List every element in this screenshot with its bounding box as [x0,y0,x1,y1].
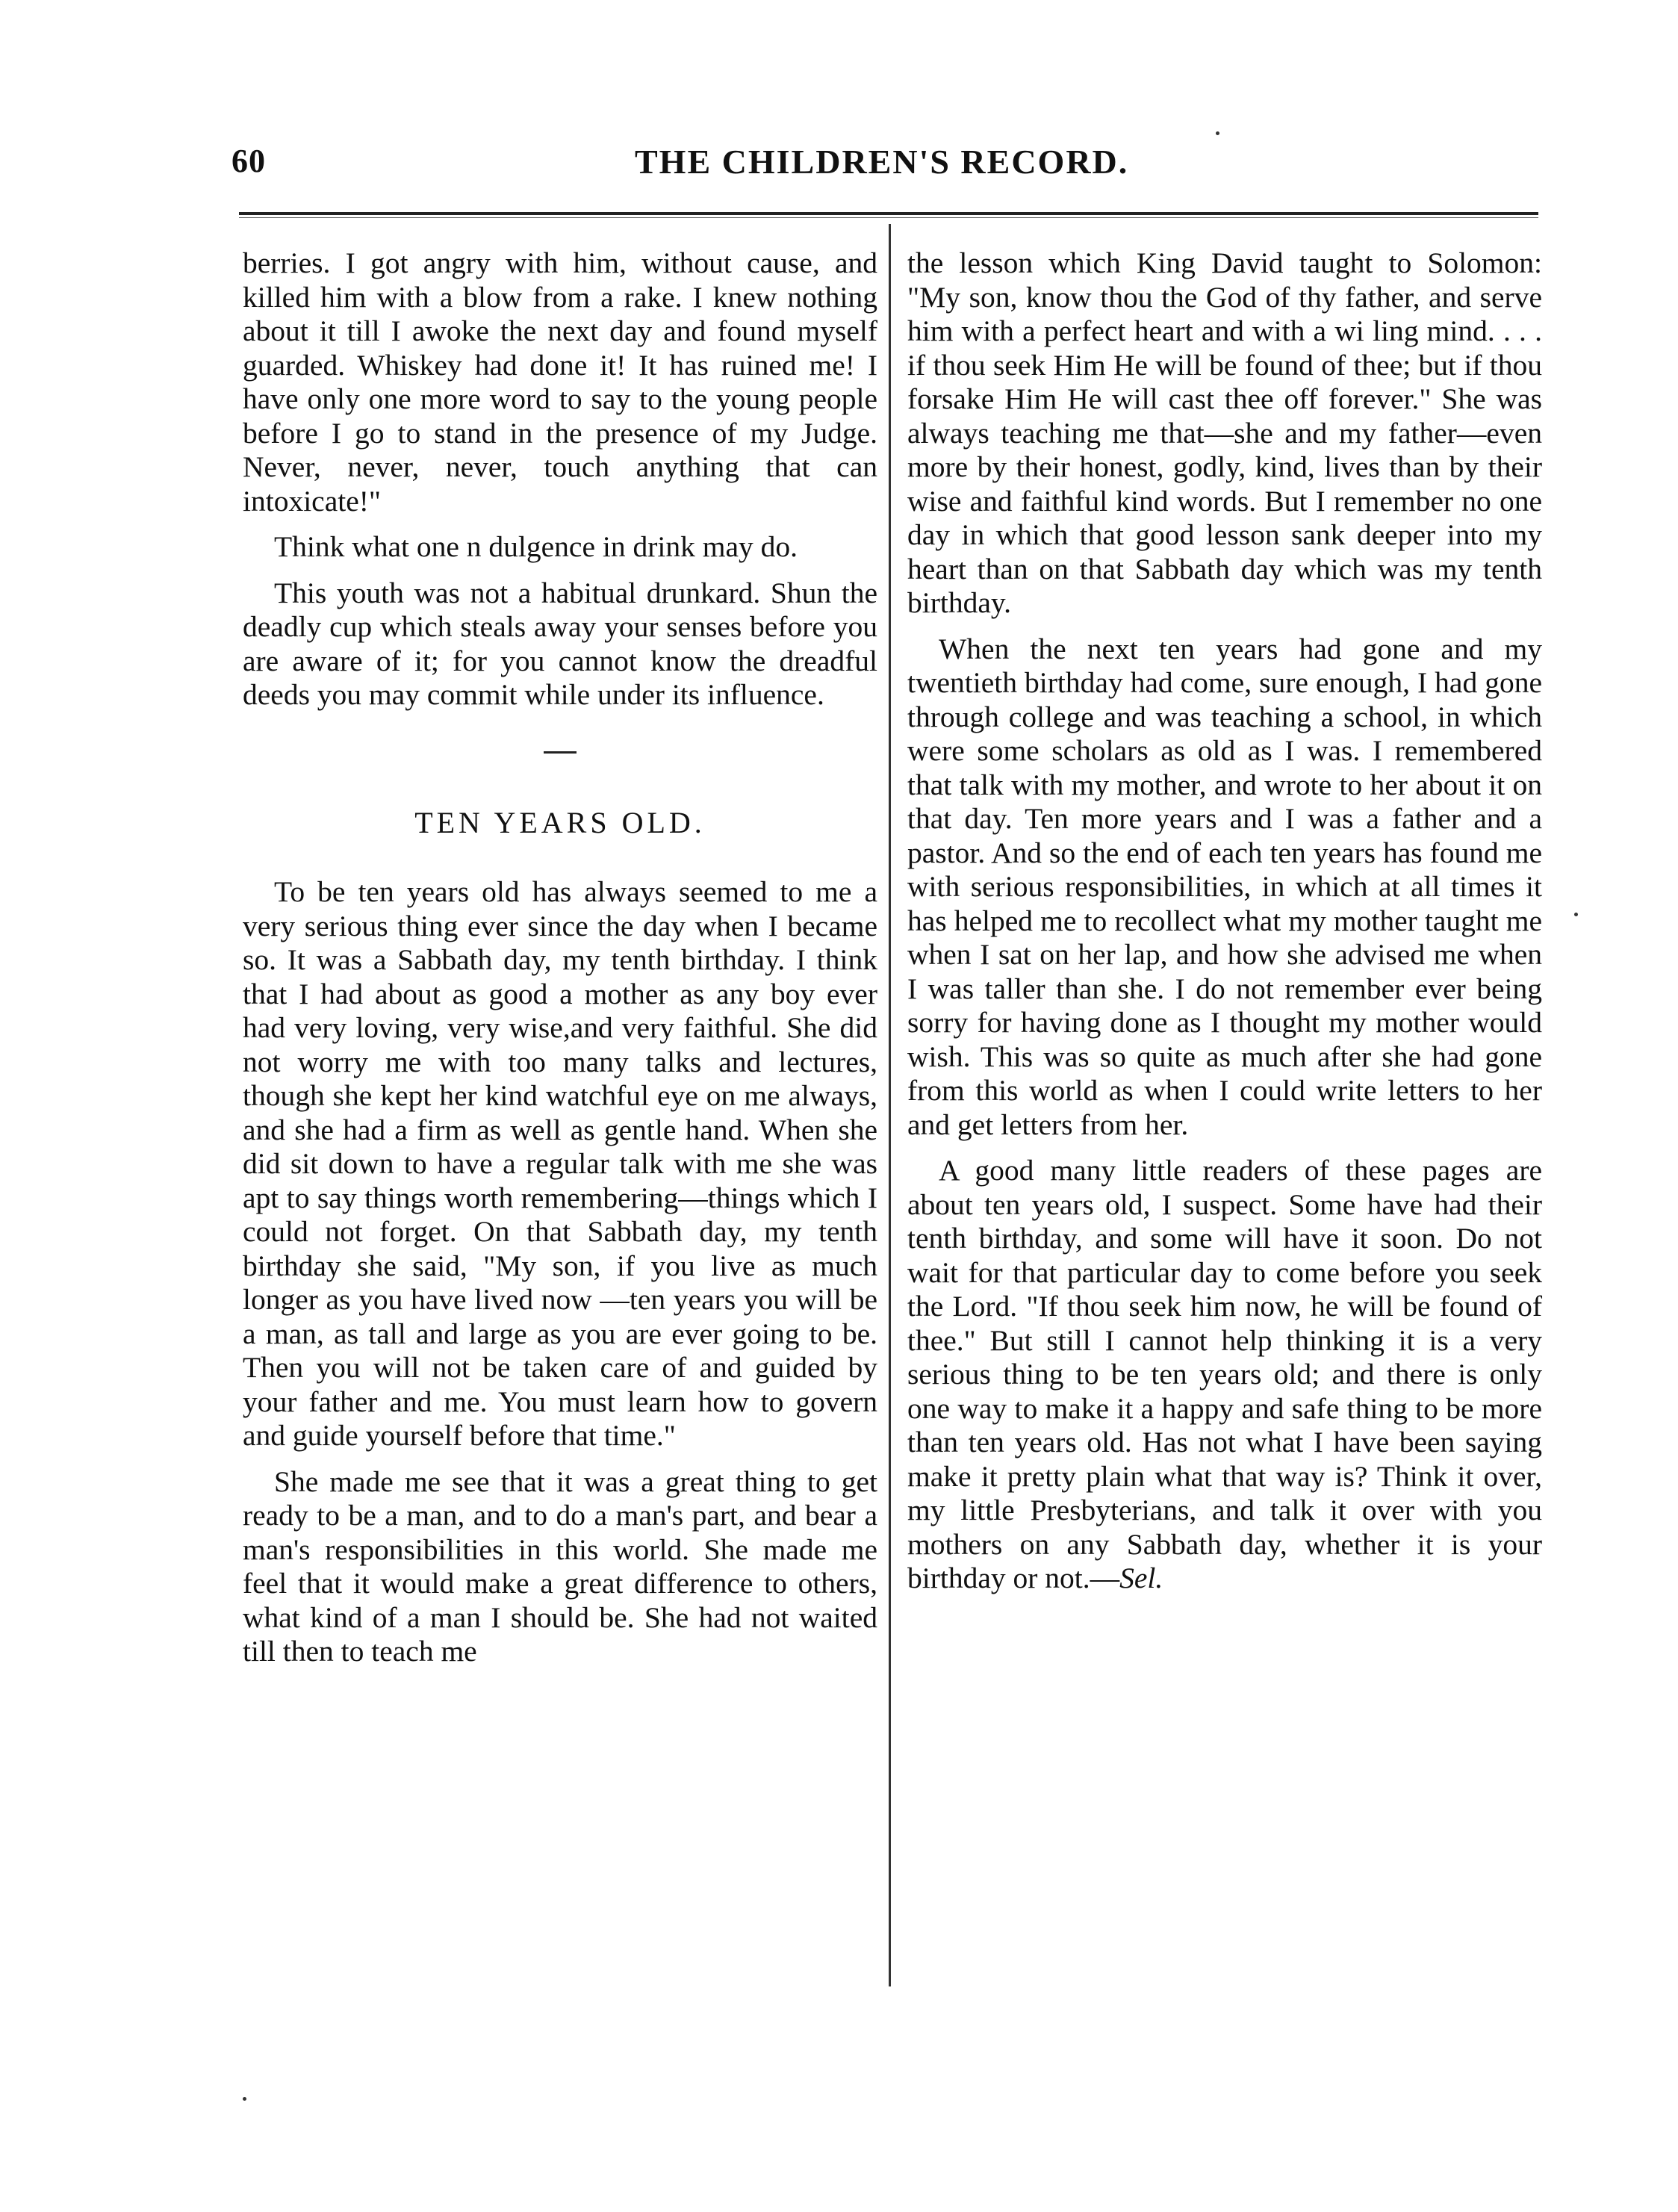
paragraph-ready-to-be-a-man: She made me see that it was a great thing to get ready to be a man, and to do a man's part, and bear a man's responsibilities in this world. She made me feel that it would make a great difference to others, what kind of a man I should be. She had not waited till then to teach me [243,1464,877,1668]
header-rule [239,212,1538,218]
print-speck [243,2097,246,2101]
paragraph-little-readers [907,1154,1542,1596]
paragraph-twentieth-birthday: When the next ten years had gone and my twentieth birthday had come, sure enough, I had gone through college and was teaching a school, in which were some scholars as old as I was. I remembered that talk with my mother, and wrote to her about it on that day. Ten more years and I was a father and a pastor. And so the end of each ten years has found me with serious responsibilities, in which at all times it has helped me to recollect what my mother taught me when I sat on her lap, and how she advised me when I was taller than she. I do not remember ever being sorry for having done as I thought my mother would wish. This was so quite as much after she had gone from this world as when I could write letters to her and get letters from her. [907,632,1542,1141]
paragraph-habitual-drunkard: This youth was not a habitual drunkard. Shun the deadly cup which steals away your senses before you are aware of it; for you cannot know the dreadful deeds you may commit while under its influence. [243,576,877,711]
article-title: TEN YEARS OLD. [414,805,706,839]
section-break-rule [544,751,577,754]
paragraph-king-david-lesson: the lesson which King David taught to Solomon: "My son, know thou the God of thy father, and serve him with a perfect heart and with a wi ling mind. . . . if thou seek Him He will be found of thee; but if thou forsake Him He will cast thee off forever." She was always teaching me that—she and my father—even more by their honest, godly, kind, lives than by their wise and faithful kind words. But I remember no one day in which that good lesson sank deeper into my heart than on that Sabbath day which was my tenth birthday. [907,246,1542,619]
print-speck [1574,913,1578,916]
paragraph-whiskey-confession: berries. I got angry with him, without cause, and killed him with a blow from a rake. I knew nothing about it till I awoke the next day and found myself guarded. Whiskey had done it! It has ruined me! I have only one more word to say to the young people before I go to stand in the presence of my Judge. Never, never, never, touch anything that can intoxicate!" [243,246,877,518]
running-head [231,142,1546,194]
paragraph-tenth-birthday: To be ten years old has always seemed to me a very serious thing ever since the day when I became so. It was a Sabbath day, my tenth birthday. I think that I had about as good a mother as any boy ever had very loving, very wise,and very faithful. She did not worry me with too many talks and lectures, though she kept her kind watchful eye on me always, and she had a firm as well as gentle hand. When she did sit down to have a regular talk with me she was apt to say things worth remembering—things which I could not forget. On that Sabbath day, my tenth birthday she said, "My son, if you live as much longer as you have lived now —ten years you will be a man, as tall and large as you are ever going to be. Then you will not be taken care of and guided by your father and me. You must learn how to govern and guide yourself before that time." [243,875,877,1452]
print-speck [1216,131,1219,135]
page-number: 60 [231,143,266,179]
paragraph-little-readers-text: A good many little readers of these pages are about ten years old, I suspect. Some have had their tenth birthday, and some will have it soon. Do not wait for that particular day to come before you seek the Lord. "If thou seek him now, he will be found of thee." But still I cannot help thinking it is a very serious thing to be ten years old; and there is only one way to make it a happy and safe thing to be more than ten years old. Has not what I have been saying make it pretty plain what that way is? Think it over, my little Presbyterians, and talk it over with you mothers on any Sabbath day, whether it is your birthday or not.— [907,1154,1542,1594]
right-column [907,246,1542,1608]
paragraph-indulgence: Think what one n dulgence in drink may do. [274,530,798,563]
signature-sel: Sel. [1119,1562,1163,1594]
journal-title: THE CHILDREN'S RECORD. [635,143,1129,181]
column-divider [889,224,891,1986]
left-column [243,246,877,1681]
